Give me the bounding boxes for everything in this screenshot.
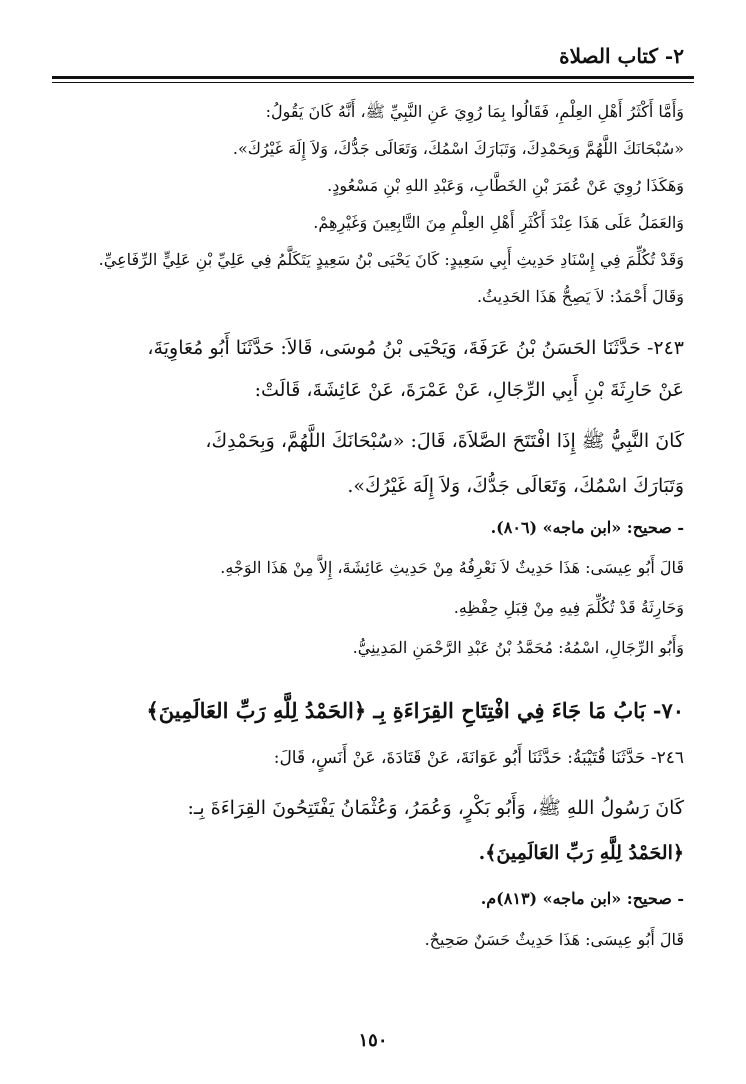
hadith-246-matn-line-1: كَانَ رَسُولُ اللهِ ﷺ، وَأَبُو بَكْرٍ، وَعُمَرُ، وَعُثْمَانُ يَفْتَتِحُونَ القِرَاءَةَ بِـ: [187, 797, 684, 819]
hadith-243-matn-line-2: وَتَبَارَكَ اسْمُكَ، وَتَعَالَى جَدُّكَ، وَلاَ إِلَهَ غَيْرُكَ». [347, 475, 684, 497]
text-line-5: وَقَدْ تُكُلِّمَ فِي إِسْنَادِ حَدِيثِ أَبِي سَعِيدٍ: كَانَ يَحْيَى بْنُ سَعِيدٍ يَتَكَلَّمُ فِي عَلِيِّ بْنِ عَلِيٍّ الرِّفَاعِيِّ. [98, 250, 684, 269]
text-line-2: «سُبْحَانَكَ اللَّهُمَّ وَبِحَمْدِكَ، وَتَبَارَكَ اسْمُكَ، وَتَعَالَى جَدُّكَ، وَلاَ إِلَهَ غَيْرُكَ». [232, 139, 684, 158]
chapter-70-heading: ٧٠- بَابُ مَا جَاءَ فِي افْتِتَاحِ القِرَاءَةِ بِـ ﴿الحَمْدُ لِلَّهِ رَبِّ العَالَمِينَ﴾ [146, 698, 684, 723]
text-line-1: وَأَمَّا أَكْثَرُ أَهْلِ العِلْمِ، فَقَالُوا بِمَا رُوِيَ عَنِ النَّبِيِّ ﷺ، أَنَّهُ كَانَ يَقُولُ: [265, 102, 684, 121]
header-rule-thin [52, 82, 694, 83]
text-line-4: وَالعَمَلُ عَلَى هَذَا عِنْدَ أَكْثَرِ أَهْلِ العِلْمِ مِنَ التَّابِعِينَ وَغَيْرِهِمْ. [313, 213, 684, 232]
hadith-246-matn-line-2: ﴿الحَمْدُ لِلَّهِ رَبِّ العَالَمِينَ﴾. [478, 842, 684, 864]
commentary-line-2: وَحَارِثَةُ قَدْ تُكُلِّمَ فِيهِ مِنْ قِبَلِ حِفْظِهِ. [453, 598, 684, 617]
text-line-6: وَقَالَ أَحْمَدُ: لاَ يَصِحُّ هَذَا الحَدِيثُ. [476, 287, 684, 306]
commentary-line-3: وَأَبُو الرِّجَالِ، اسْمُهُ: مُحَمَّدُ بْنُ عَبْدِ الرَّحْمَنِ المَدِينِيُّ. [352, 638, 684, 657]
running-head: ٢- كتاب الصلاة [559, 44, 684, 68]
hadith-243-isnad-line-1: ٢٤٣- حَدَّثَنَا الحَسَنُ بْنُ عَرَفَةَ، وَيَحْيَى بْنُ مُوسَى، قَالاَ: حَدَّثَنَا أَبُو مُعَاوِيَةَ، [147, 337, 684, 359]
hadith-243-matn-line-1: كَانَ النَّبِيُّ ﷺ إِذَا افْتَتَحَ الصَّلاَةَ، قَالَ: «سُبْحَانَكَ اللَّهُمَّ، وَبِحَمْدِكَ، [205, 430, 684, 452]
grading-806: - صحيح: «ابن ماجه» (٨٠٦). [490, 518, 684, 537]
text-line-3: وَهَكَذَا رُوِيَ عَنْ عُمَرَ بْنِ الخَطَّابِ، وَعَبْدِ اللهِ بْنِ مَسْعُودٍ. [327, 176, 684, 195]
grading-813: - صحيح: «ابن ماجه» (٨١٣)م. [480, 889, 684, 908]
header-rule-thick [52, 76, 694, 79]
commentary-line-1: قَالَ أَبُو عِيسَى: هَذَا حَدِيثٌ لاَ نَعْرِفُهُ مِنْ حَدِيثِ عَائِشَةَ، إِلاَّ مِنْ هَذَا الوَجْهِ. [220, 558, 684, 577]
hadith-243-isnad-line-2: عَنْ حَارِثَةَ بْنِ أَبِي الرِّجَالِ، عَنْ عَمْرَةَ، عَنْ عَائِشَةَ، قَالَتْ: [254, 379, 684, 401]
page-number: ١٥٠ [358, 1030, 388, 1051]
hadith-246-isnad: ٢٤٦- حَدَّثَنَا قُتَيْبَةُ: حَدَّثَنَا أَبُو عَوَانَةَ، عَنْ قَتَادَةَ، عَنْ أَنَسٍ، قَالَ: [273, 748, 684, 768]
commentary-line-4: قَالَ أَبُو عِيسَى: هَذَا حَدِيثٌ حَسَنٌ صَحِيحٌ. [424, 930, 684, 949]
